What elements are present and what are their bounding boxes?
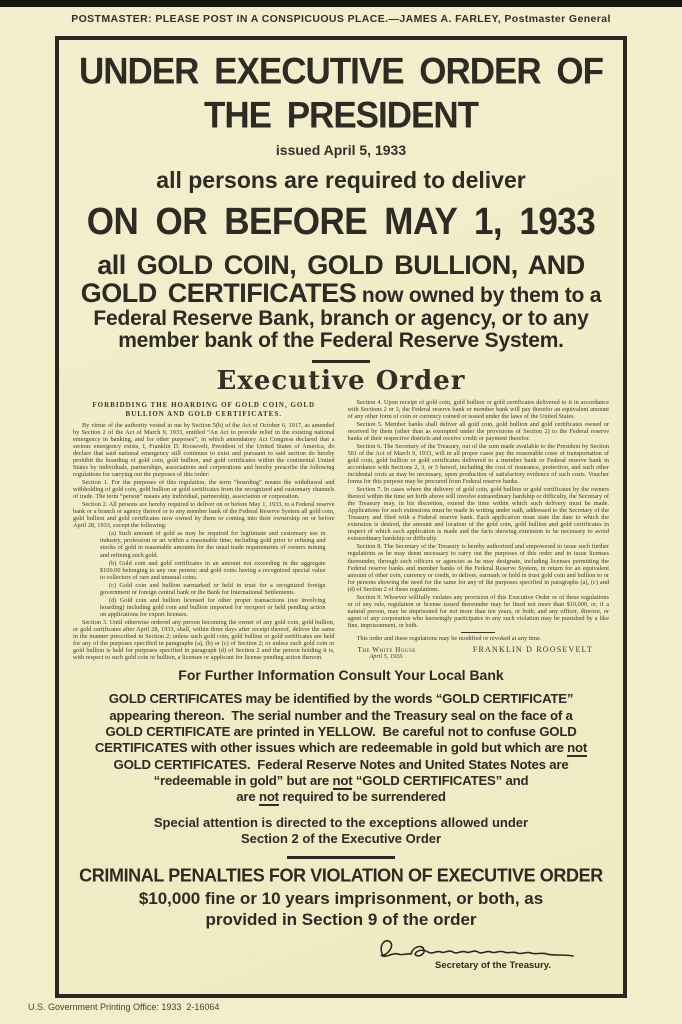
president-signature-name: FRANKLIN D ROOSEVELT [472,645,593,655]
order-subtitle: FORBIDDING THE HOARDING OF GOLD COIN, GOLD BULLION AND GOLD CERTIFICATES. [92,400,316,418]
order-left-column [73,399,335,663]
order-paragraph: Section 6. The Secretary of the Treasury, out of the sum made available to the President by Section 501 of the Act of March 9, 1933, will in all proper cases pay the reasonable costs of transportation of gold coin, gold bullion or gold certificates delivered to a member bank or Federal reserve bank in accordance with Sections 2, 3, or 5 hereof, including the cost of insurance, protection, and such other incidental costs as may be necessary, upon production of satisfactory evidence of such costs. Voucher forms for this purpose may be procured from Federal reserve banks. [347,442,609,486]
executive-order-title: Executive Order [216,365,466,396]
notice-line [73,708,609,724]
penalties-line3: provided in Section 9 of the order [205,909,477,929]
notice-line [73,773,609,789]
printing-office-line: U.S. Government Printing Office: 1933 2-16064 [28,1002,220,1012]
order-paragraph: Section 4. Upon receipt of gold coin, gold bullion or gold certificates delivered to it in accordance with Sections 2 or 3, the Federal reserve bank or member bank will pay therefor an equivalent amount of any other form of coin or currency coined or issued under the laws of the United States. [347,398,609,420]
notice-text: are [236,789,259,805]
order-text-columns [73,399,609,663]
deadline-line: ON OR BEFORE MAY 1, 1933 [86,200,596,243]
order-right-paragraphs [348,399,610,630]
notice-text: CERTIFICATES with other issues which are redeemable in gold but which are [94,740,568,756]
issued-date-line: issued April 5, 1933 [275,141,407,158]
order-paragraph: Section 5. Member banks shall deliver all gold coin, gold bullion and gold certificates owned or received by them (other than as exempted under the provisions of Section 2) to the Federal reserve banks of their respective districts and receive credit or payment therefor. [347,420,609,442]
order-paragraph: (c) Gold coin and bullion earmarked or held in trust for a recognized foreign government or foreign central bank or the Bank for International Settlements. [100,581,326,596]
gold-items-emphasis: all GOLD COIN, GOLD BULLION, AND GOLD CERTIFICATES [80,249,585,309]
gold-items-rest: now owned by them to a Federal Reserve Bank, branch or agency, or to any member bank of the Federal Reserve System. [93,284,602,353]
notice-line [73,691,609,707]
special-attention-note [73,815,609,848]
treasury-secretary-title: Secretary of the Treasury. [435,960,551,972]
order-paragraph: Section 1. For the purposes of this regulation, the term “hoarding” means the withdrawal and withholding of gold coin, gold bullion or gold certificates from the recognized and customary channels of trade. The term “person” means any individual, partnership, association or corporation. [73,479,335,501]
requirement-line: all persons are required to deliver [156,166,526,193]
special-attention-line2: Section 2 of the Executive Order [240,831,442,846]
headline-line2: THE PRESIDENT [203,95,479,137]
notice-text: GOLD CERTIFICATE are printed in YELLOW. Be careful not to confuse GOLD [105,723,577,739]
notice-text: appearing thereon. The serial number and the Treasury seal on the face of a [109,707,573,723]
notice-text: “GOLD CERTIFICATES” and [352,773,529,789]
order-paragraph: (d) Gold coin and bullion licensed for other proper transactions (not involving hoarding) including gold coin and bullion imported for reexport or held pending action on applications for export licenses. [100,596,326,618]
order-paragraph: Section 9. Whoever willfully violates any provision of this Executive Order or of these regulations or of any rule, regulation or license issued thereunder may be fined not more than $10,000, or, if a natural person, may be imprisoned for not more than ten years, or both; and any officer, director, or agent of any corporation who knowingly participates in any such violation may be punished by a like fine, imprisonment, or both. [347,593,609,629]
criminal-penalties-detail [73,889,609,930]
special-attention-line1: Special attention is directed to the exceptions allowed under [153,814,529,830]
consult-bank-line: For Further Information Consult Your Local Bank [178,667,504,684]
order-paragraph: Section 8. The Secretary of the Treasury is hereby authorized and empowered to issue such further regulations as he may deem necessary to carry out the purposes of this order and to issue licenses thereunder, through such officers or agencies as he may designate, including licenses permitting the Federal reserve banks and member banks of the Federal Reserve System, in return for an equivalent amount of other coin, currency or credit, to deliver, earmark or hold in trust gold coin and bullion to or for persons showing the need for the same for any of the purposes specified in paragraphs (a), (c) and (d) of Section 2 of these regulations. [347,543,609,593]
notice-text: “redeemable in gold” but are [153,773,333,789]
order-right-column [348,399,610,663]
notice-text: GOLD CERTIFICATES. Federal Reserve Notes and United States Notes are [113,756,569,772]
penalties-divider-rule [287,856,395,859]
closing-divider-rule [461,632,495,633]
order-left-paragraphs [73,422,335,662]
treasury-signature-row [73,932,609,976]
notice-line [73,757,609,773]
notice-line [73,789,609,805]
signature-block [348,646,610,661]
order-paragraph: Section 7. In cases where the delivery of gold coin, gold bullion or gold certificates by the owners thereof within the time set forth above will involve extraordinary hardship or difficulty, the Secretary of the Treasury may, in his discretion, extend the time within which such delivery must be made. Applications for such extensions must be made in writing under oath, addressed to the Secretary of the Treasury and filed with a Federal reserve bank. Each application must state the date to which the extension is desired, the amount and location of the gold coin, gold bullion and gold certificates in respect of which such application is made and the facts showing extension to be necessary to avoid extraordinary hardship or difficulty. [347,486,609,543]
white-house-block [358,646,416,661]
headline-line1: UNDER EXECUTIVE ORDER OF [79,50,603,93]
underlined-word: not [567,740,588,756]
order-paragraph: (a) Such amount of gold as may be required for legitimate and customary use in industry, profession or art within a reasonable time, including gold prior to refining and stocks of gold in reasonable amounts for the usual trade requirements of owners mining and refining such gold. [100,530,326,559]
gold-items-statement [73,251,609,353]
notice-text: GOLD CERTIFICATES may be identified by the words “GOLD CERTIFICATE” [108,691,574,707]
white-house-label: The White House [357,646,416,655]
underlined-word: not [332,773,353,789]
order-date: April 5, 1933. [369,653,404,661]
scan-page-edge [0,0,682,7]
order-paragraph: (b) Gold coin and gold certificates in an amount not exceeding in the aggregate $100.00 belonging to any one person; and gold coins having a recognized special value to collectors of rare and unusual coins. [100,559,326,581]
order-paragraph: Section 2. All persons are hereby required to deliver on or before May 1, 1933, to a Federal reserve bank or a branch or agency thereof or to any member bank of the Federal Reserve System all gold coin, gold bullion and gold certificates now owned by them or coming into their ownership on or before April 28, 1933, except the following: [73,501,335,530]
order-closing-line: This order and these regulations may be modified or revoked at any time. [356,635,542,642]
underlined-word: not [258,789,279,805]
order-paragraph: Section 3. Until otherwise ordered any person becoming the owner of any gold coin, gold bullion, or gold certificates after April 28, 1933, shall, within three days after receipt thereof, deliver the same in the manner prescribed in Section 2; unless such gold coin, gold bullion or gold certificates are held for any of the purposes specified in paragraphs (a), (b) or (c) of Section 2; or unless such gold coin or gold bullion is held for purposes specified in paragraph (d) of Section 2 and the person holding it is, with respect to such gold coin or bullion, a licensee or applicant for license pending action thereon. [73,618,335,662]
notice-line [73,740,609,756]
notice-line [73,724,609,740]
order-paragraph: By virtue of the authority vested in me by Section 5(b) of the Act of October 6, 1917, as amended by Section 2 of the Act of March 9, 1933, entitled “An Act to provide relief in the existing national emergency in banking, and for other purposes”, in which amendatory Act Congress declared that a serious emergency exists, I, Franklin D. Roosevelt, President of the United States of America, do declare that said national emergency still continues to exist and pursuant to said section do hereby prohibit the hoarding of gold coin, gold bullion, and gold certificates within the continental United States by individuals, partnerships, associations and corporations and hereby prescribe the following regulations for carrying out the purposes of this order: [73,421,335,479]
criminal-penalties-heading: CRIMINAL PENALTIES FOR VIOLATION OF EXECUTIVE ORDER [79,864,603,886]
gold-certificates-notice [73,691,609,806]
executive-order-poster [55,36,627,998]
divider-rule [312,360,370,363]
penalties-line2: $10,000 fine or 10 years imprisonment, or both, as [138,889,544,909]
postmaster-notice-line: POSTMASTER: PLEASE POST IN A CONSPICUOUS PLACE.—JAMES A. FARLEY, Postmaster General [71,13,611,25]
notice-text: required to be surrendered [278,789,446,805]
